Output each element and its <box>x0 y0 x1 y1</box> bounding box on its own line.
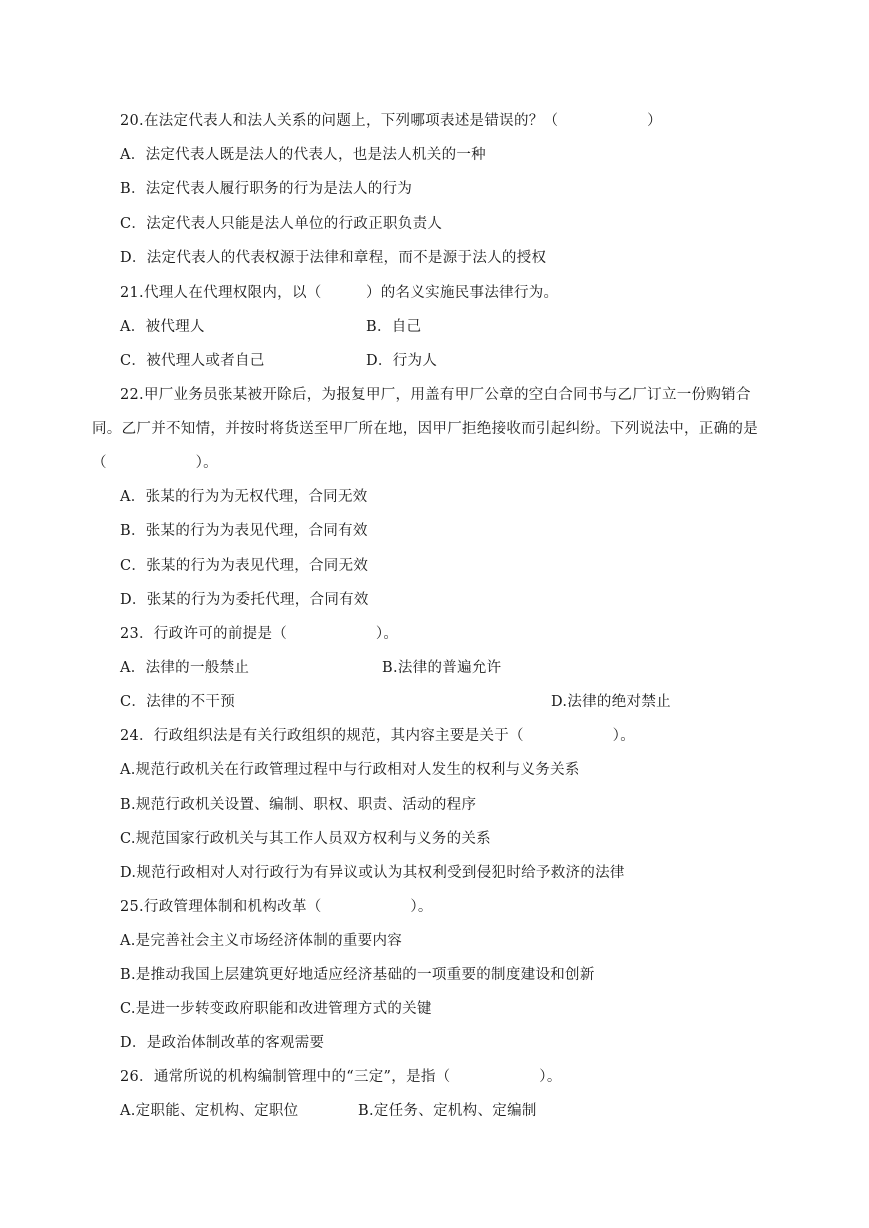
q21-option-a: A．被代理人 <box>120 319 205 335</box>
q22-option-a: A．张某的行为为无权代理，合同无效 <box>120 489 368 505</box>
q25-option-d: D．是政治体制改革的客观需要 <box>120 1035 325 1051</box>
q26-option-b: B.定任务、定机构、定编制 <box>358 1103 537 1119</box>
q22-option-b: B．张某的行为为表见代理，合同有效 <box>120 523 368 539</box>
q25-option-b: B.是推动我国上层建筑更好地适应经济基础的一项重要的制度建设和创新 <box>120 967 595 983</box>
q20-option-a: A．法定代表人既是法人的代表人，也是法人机关的一种 <box>120 147 486 163</box>
q20-stem: 20.在法定代表人和法人关系的问题上，下列哪项表述是错误的？（ ） <box>120 113 662 129</box>
q20-option-b: B．法定代表人履行职务的行为是法人的行为 <box>120 181 413 197</box>
q23-option-c: C．法律的不干预 <box>120 694 235 710</box>
q26-stem: 26．通常所说的机构编制管理中的“三定”，是指（ ）。 <box>120 1069 562 1085</box>
q23-option-b: B.法律的普遍允许 <box>382 660 502 676</box>
q20-option-c: C．法定代表人只能是法人单位的行政正职负责人 <box>120 216 443 232</box>
q20-option-d: D．法定代表人的代表权源于法律和章程，而不是源于法人的授权 <box>120 250 547 266</box>
q25-stem: 25.行政管理体制和机构改革（ ）。 <box>120 899 433 915</box>
q21-stem: 21.代理人在代理权限内，以（ ）的名义实施民事法律行为。 <box>120 285 559 301</box>
q23-stem: 23．行政许可的前提是（ ）。 <box>120 626 399 642</box>
q23-option-a: A．法律的一般禁止 <box>120 660 250 676</box>
q24-stem: 24．行政组织法是有关行政组织的规范，其内容主要是关于（ ）。 <box>120 728 635 744</box>
q24-option-a: A.规范行政机关在行政管理过程中与行政相对人发生的权利与义务关系 <box>120 762 580 778</box>
q24-option-d: D.规范行政相对人对行政行为有异议或认为其权利受到侵犯时给予救济的法律 <box>120 865 625 881</box>
q24-option-b: B.规范行政机关设置、编制、职权、职责、活动的程序 <box>120 797 477 813</box>
q25-option-c: C.是进一步转变政府职能和改进管理方式的关键 <box>120 1001 432 1017</box>
q22-stem-line1: 22.甲厂业务员张某被开除后，为报复甲厂，用盖有甲厂公章的空白合同书与乙厂订立一份购销合 <box>120 387 751 403</box>
q22-stem-line2: 同。乙厂并不知情，并按时将货送至甲厂所在地，因甲厂拒绝接收而引起纠纷。下列说法中，正确的是 <box>92 421 758 437</box>
q26-option-a: A.定职能、定机构、定职位 <box>120 1103 299 1119</box>
q21-option-d: D．行为人 <box>366 353 438 369</box>
q25-option-a: A.是完善社会主义市场经济体制的重要内容 <box>120 933 403 949</box>
q24-option-c: C.规范国家行政机关与其工作人员双方权利与义务的关系 <box>120 831 491 847</box>
q22-stem-line3: （ ）。 <box>92 455 218 471</box>
q23-option-d: D.法律的绝对禁止 <box>551 694 671 710</box>
q21-option-b: B．自己 <box>366 319 422 335</box>
q22-option-c: C．张某的行为为表见代理，合同无效 <box>120 558 369 574</box>
q21-option-c: C．被代理人或者自己 <box>120 353 265 369</box>
q22-option-d: D．张某的行为为委托代理，合同有效 <box>120 592 369 608</box>
